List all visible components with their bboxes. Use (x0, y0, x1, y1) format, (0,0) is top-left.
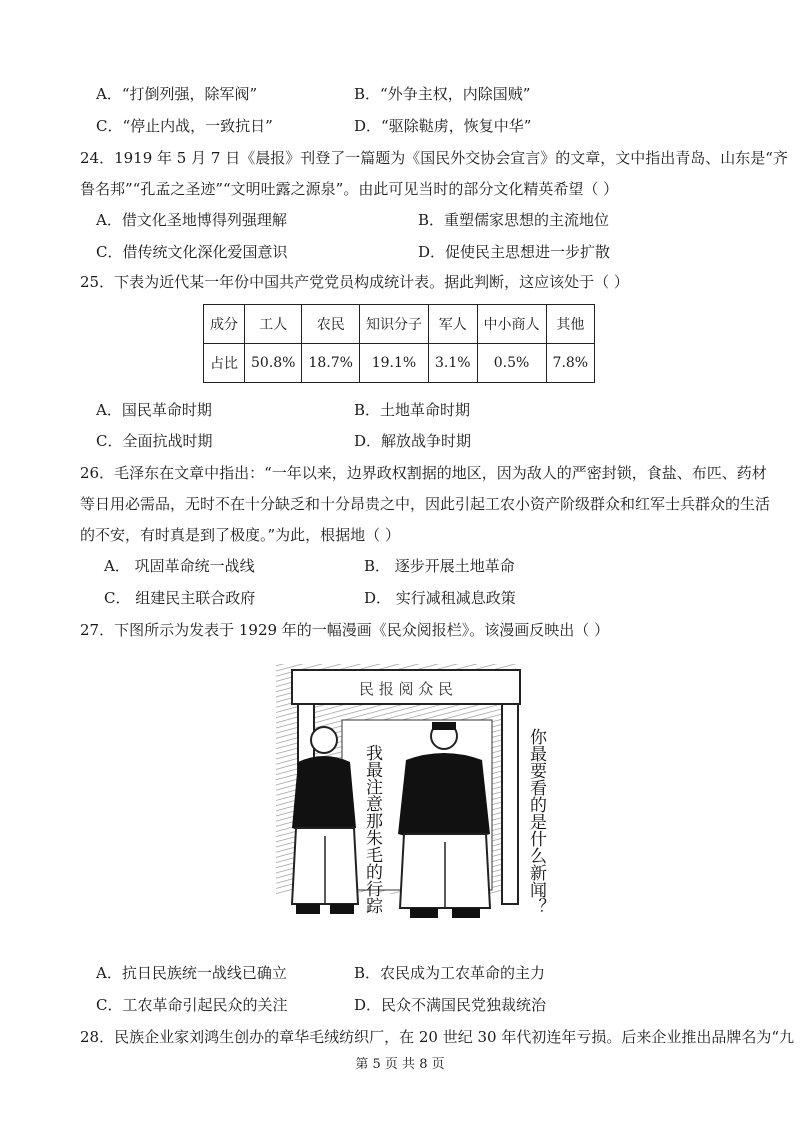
q24-stem-line1: 24．1919 年 5 月 7 日《晨报》刊登了一篇题为《国民外交协会宣言》的文章，文中指出青岛、山东是“齐 (80, 149, 788, 167)
table-cell: 军人 (428, 305, 477, 344)
q27-option-c: C．工农革命引起民众的关注 (96, 996, 288, 1014)
table-cell: 工人 (245, 305, 302, 344)
table-cell: 知识分子 (359, 305, 428, 344)
table-cell: 19.1% (359, 344, 428, 383)
table-cell: 0.5% (477, 344, 546, 383)
sign-text: 民 报 阅 众 民 (358, 680, 454, 698)
q27-option-d: D．民众不满国民党独裁统治 (354, 996, 547, 1014)
table-cell: 成分 (204, 305, 245, 344)
q23-option-d: D．“驱除鞑虏，恢复中华” (354, 117, 532, 135)
q25-option-c: C．全面抗战时期 (96, 432, 213, 450)
table-row (204, 344, 595, 383)
q25-stem: 25．下表为近代某一年份中国共产党党员构成统计表。据此判断，这应该处于（ ） (80, 273, 629, 291)
q28-stem-line1: 28．民族企业家刘鸿生创办的章华毛绒纺织厂，在 20 世纪 30 年代初连年亏损。后来企业推出品牌名为“九 (80, 1028, 795, 1046)
table-cell: 占比 (204, 344, 245, 383)
table-cell: 3.1% (428, 344, 477, 383)
table-cell: 7.8% (546, 344, 595, 383)
table-cell: 其他 (546, 305, 595, 344)
q25-option-b: B．土地革命时期 (354, 401, 471, 419)
newspaper-board-cartoon (246, 658, 564, 960)
q26-option-a: A． 巩固革命统一战线 (104, 557, 255, 575)
q26-stem-line1: 26．毛泽东在文章中指出：“一年以来，边界政权割据的地区，因为敌人的严密封锁，食盐、布匹、药材 (80, 464, 767, 482)
q24-option-a: A．借文化圣地博得列强理解 (96, 211, 287, 229)
q23-option-a: A．“打倒列强，除军阀” (96, 85, 258, 103)
q25-option-d: D．解放战争时期 (354, 432, 472, 450)
q27-option-b: B．农民成为工农革命的主力 (354, 964, 546, 982)
table-cell: 18.7% (302, 344, 359, 383)
table-cell: 50.8% (245, 344, 302, 383)
q27-stem: 27．下图所示为发表于 1929 年的一幅漫画《民众阅报栏》。该漫画反映出（ ） (80, 621, 610, 639)
q24-option-c: C．借传统文化深化爱国意识 (96, 243, 288, 261)
table-header-row (204, 305, 595, 344)
q27-option-a: A．抗日民族统一战线已确立 (96, 964, 287, 982)
q24-stem-line2: 鲁名邦”“孔孟之圣迹”“文明吐露之源泉”。由此可见当时的部分文化精英希望（ ） (80, 180, 619, 198)
right-speech-caption: 你最要看的是什么新闻？ (526, 728, 546, 915)
q24-option-b: B．重塑儒家思想的主流地位 (418, 211, 610, 229)
party-composition-table (203, 304, 595, 383)
q24-option-d: D．促使民主思想进一步扩散 (418, 243, 611, 261)
q23-option-c: C．“停止内战，一致抗日” (96, 117, 273, 135)
q25-option-a: A．国民革命时期 (96, 401, 212, 419)
q23-option-b: B．“外争主权，内除国贼” (354, 85, 531, 103)
left-speech-caption: 我最注意那朱毛的行踪 (362, 744, 382, 914)
q26-stem-line2: 等日用必需品，无时不在十分缺乏和十分昂贵之中，因此引起工农小资产阶级群众和红军士兵群众的生活 (80, 495, 771, 513)
q26-stem-line3: 的不安，有时真是到了极度。”为此，根据地（ ） (80, 526, 400, 544)
q26-option-d: D． 实行减租减息政策 (364, 589, 516, 607)
table-cell: 中小商人 (477, 305, 546, 344)
table-cell: 农民 (302, 305, 359, 344)
q26-option-b: B． 逐步开展土地革命 (364, 557, 515, 575)
q26-option-c: C． 组建民主联合政府 (104, 589, 256, 607)
page-footer: 第 5 页 共 8 页 (355, 1057, 445, 1072)
